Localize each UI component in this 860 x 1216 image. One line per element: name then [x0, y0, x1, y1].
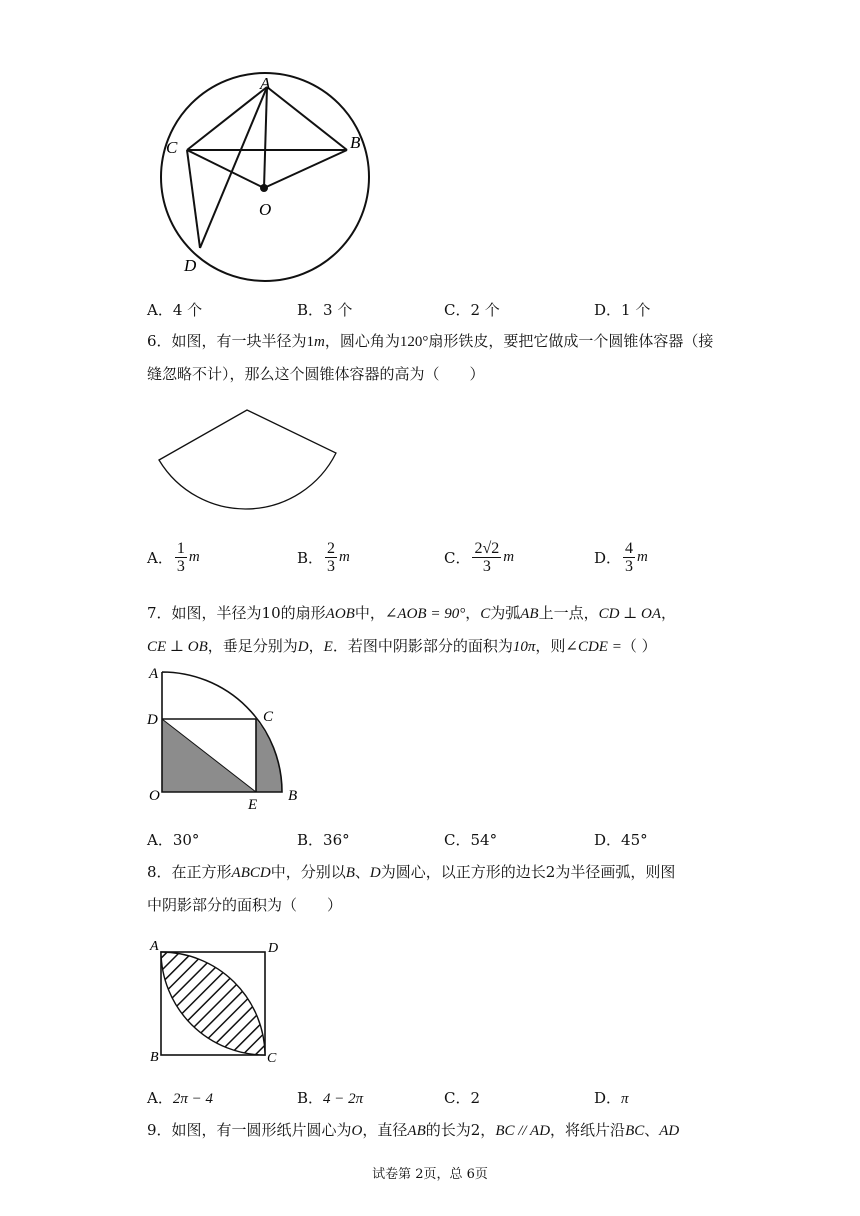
- q9-stem: [147, 1114, 747, 1147]
- q6-stem: [147, 325, 727, 390]
- q7-sector-figure: [145, 664, 315, 814]
- q5-label-a: A: [260, 74, 271, 93]
- q6-option-c: C． $\frac{2√2}{3}$ m: [444, 540, 515, 575]
- q5-option-b: B．3 个: [297, 301, 353, 319]
- q6-line1: 6．如图，有一块半径为1m，圆心角为120°扇形铁皮，要把它做成一个圆锥体容器（接: [147, 332, 714, 350]
- q5-label-d: D: [184, 256, 197, 275]
- q7-label-e: E: [248, 797, 258, 813]
- q7-option-d: D．45°: [594, 831, 648, 849]
- q8-label-a: A: [150, 939, 159, 954]
- q7-label-d: D: [147, 712, 158, 728]
- q9-line1: 9．如图，有一圆形纸片圆心为O，直径AB的长为2，BC // AD，将纸片沿BC、AD: [147, 1121, 680, 1139]
- q8-label-d: D: [268, 941, 279, 956]
- q5-label-c: C: [166, 138, 178, 157]
- q5-option-d: D．1 个: [594, 301, 651, 319]
- q7-stem: [147, 597, 727, 663]
- q6-sector: [159, 410, 336, 509]
- q7-label-c: C: [263, 709, 274, 725]
- q7-label-o: O: [149, 788, 160, 804]
- q7-label-a: A: [149, 666, 159, 682]
- q6-option-b: B． $\frac{2}{3}$ m: [297, 540, 350, 575]
- q6-sector-figure: [156, 408, 341, 513]
- q8-option-a: A．2π − 4: [147, 1089, 213, 1107]
- q8-label-b: B: [150, 1050, 159, 1065]
- page-footer: 试卷第 2页，总 6页: [372, 1167, 488, 1182]
- q5-circle-figure: [160, 72, 380, 287]
- q7-line2: CE ⊥ OB，垂足分别为D，E．若图中阴影部分的面积为10π，则∠CDE =（ ）: [147, 637, 657, 655]
- q7-option-a: A．30°: [147, 831, 200, 849]
- q8-label-c: C: [267, 1051, 277, 1066]
- q7-option-c: C．54°: [444, 831, 498, 849]
- q8-square-figure: [145, 935, 290, 1065]
- q7-line1: 7．如图，半径为10的扇形AOB中，∠AOB = 90°，C为弧AB上一点，CD ⊥ OA，: [147, 604, 677, 622]
- q8-line2: 中阴影部分的面积为（ ）: [147, 896, 343, 914]
- q5-option-c: C．2 个: [444, 301, 500, 319]
- q8-shaded-lens: [161, 952, 265, 1055]
- q7-shaded-segment: [256, 719, 282, 792]
- q5-center-dot: [260, 184, 268, 192]
- q8-option-b: B．4 − 2π: [297, 1089, 364, 1107]
- q6-option-a: A． $\frac{1}{3}$ m: [147, 540, 200, 575]
- q5-label-b: B: [350, 133, 361, 152]
- q8-stem: [147, 856, 727, 921]
- q7-option-b: B．36°: [297, 831, 350, 849]
- q8-line1: 8．在正方形ABCD中，分别以B、D为圆心，以正方形的边长2为半径画弧，则图: [147, 863, 676, 881]
- q8-option-d: D．π: [594, 1089, 629, 1107]
- q5-option-a: A．4 个: [147, 301, 203, 319]
- q8-option-c: C．2: [444, 1089, 481, 1107]
- q5-label-o: O: [259, 200, 272, 219]
- q7-label-b: B: [288, 788, 298, 804]
- q6-option-d: D． $\frac{4}{3}$ m: [594, 540, 648, 575]
- q6-line2: 缝忽略不计），那么这个圆锥体容器的高为（ ）: [147, 365, 485, 383]
